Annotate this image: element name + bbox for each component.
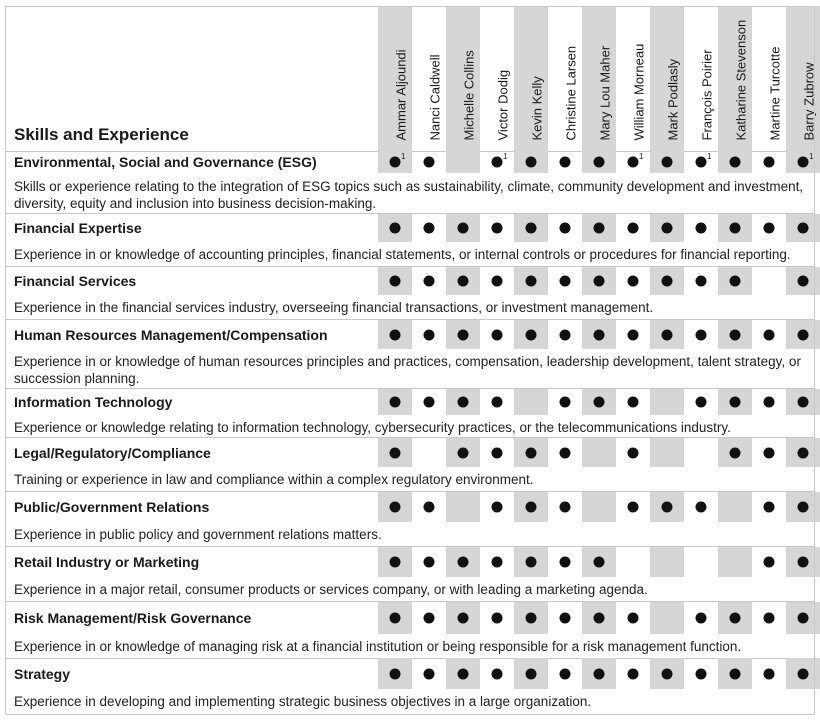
experience-dot <box>730 157 741 168</box>
experience-dot <box>594 329 605 340</box>
skill-cell <box>616 320 650 349</box>
experience-dot <box>526 502 537 513</box>
director-header <box>548 6 582 151</box>
experience-dot <box>424 223 435 234</box>
skill-cell <box>684 267 718 295</box>
experience-dot <box>798 557 809 568</box>
skill-description: Experience in public policy and government relations matters. <box>14 527 382 542</box>
skill-cell <box>786 214 820 242</box>
skill-cell <box>480 658 514 689</box>
experience-dot <box>424 157 435 168</box>
skill-cell <box>650 602 684 634</box>
experience-dot <box>526 613 537 624</box>
skill-cell <box>718 320 752 349</box>
experience-dot <box>798 613 809 624</box>
skill-cell <box>684 602 718 634</box>
skill-title: Environmental, Social and Governance (ESG) <box>14 154 317 170</box>
skill-cell <box>412 492 446 522</box>
skill-cell <box>446 492 480 522</box>
experience-dot <box>492 276 503 287</box>
director-name: Martine Turcotte <box>767 46 783 141</box>
skill-cell <box>752 214 786 242</box>
footnote-marker: 1 <box>503 152 508 161</box>
experience-dot <box>492 668 503 679</box>
experience-dot <box>594 668 605 679</box>
skill-cell <box>582 151 616 173</box>
experience-dot <box>526 223 537 234</box>
skill-cell <box>514 547 548 577</box>
experience-dot <box>390 502 401 513</box>
experience-dot <box>390 557 401 568</box>
skill-description: Experience in a major retail, consumer products or services company, or with leading a marketing agenda. <box>14 582 648 597</box>
skill-cell <box>480 320 514 349</box>
experience-dot <box>662 502 673 513</box>
experience-dot <box>458 447 469 458</box>
experience-dot <box>662 223 673 234</box>
skill-cell <box>548 389 582 415</box>
experience-dot <box>798 223 809 234</box>
experience-dot <box>492 157 503 168</box>
director-name: Kevin Kelly <box>529 76 545 141</box>
experience-dot <box>458 329 469 340</box>
experience-dot <box>458 557 469 568</box>
experience-dot <box>560 276 571 287</box>
skill-cell <box>582 547 616 577</box>
skill-cell <box>582 602 616 634</box>
skill-cell <box>548 438 582 467</box>
skill-cell <box>650 320 684 349</box>
skill-cell <box>446 602 480 634</box>
experience-dot <box>492 397 503 408</box>
skill-cell <box>548 214 582 242</box>
experience-dot <box>492 557 503 568</box>
skill-cell <box>616 214 650 242</box>
skill-cell <box>616 492 650 522</box>
skill-title: Legal/Regulatory/Compliance <box>14 444 211 461</box>
experience-dot <box>594 223 605 234</box>
skill-cell <box>650 658 684 689</box>
experience-dot <box>662 668 673 679</box>
skill-cell <box>582 214 616 242</box>
director-name: Mary Lou Maher <box>597 45 613 141</box>
skill-cell <box>786 438 820 467</box>
experience-dot <box>730 397 741 408</box>
experience-dot <box>492 502 503 513</box>
skill-cell <box>548 320 582 349</box>
skill-cell <box>718 214 752 242</box>
skill-cell <box>718 602 752 634</box>
skill-cell <box>514 267 548 295</box>
experience-dot <box>628 223 639 234</box>
skill-cell <box>446 438 480 467</box>
skill-cell <box>650 492 684 522</box>
experience-dot <box>730 668 741 679</box>
skill-description: Experience in or knowledge of accounting principles, financial statements, or internal controls or procedures for financial reporting. <box>14 247 791 262</box>
experience-dot <box>764 397 775 408</box>
skill-cell <box>752 602 786 634</box>
skill-cell <box>446 547 480 577</box>
skill-cell <box>412 438 446 467</box>
skill-cell <box>616 658 650 689</box>
director-name: Mark Podlasly <box>665 58 681 141</box>
skill-cell <box>718 389 752 415</box>
skill-cell <box>718 438 752 467</box>
skill-cell <box>752 547 786 577</box>
skill-cell <box>650 438 684 467</box>
skill-cell <box>514 492 548 522</box>
director-name: Barry Zubrow <box>801 62 817 141</box>
skill-cell <box>786 151 820 173</box>
experience-dot <box>696 613 707 624</box>
skill-cell <box>446 267 480 295</box>
skill-cell <box>378 658 412 689</box>
skill-cell <box>786 320 820 349</box>
skill-description: Experience in or knowledge of managing risk at a financial institution or being responsible for a risk management function. <box>14 639 742 654</box>
skill-cell <box>514 320 548 349</box>
skill-description: Experience or knowledge relating to information technology, cybersecurity practices, or the telecommunications industry. <box>14 420 731 435</box>
experience-dot <box>730 276 741 287</box>
director-header <box>650 6 684 151</box>
skill-cell <box>514 658 548 689</box>
skill-cell <box>718 492 752 522</box>
experience-dot <box>798 397 809 408</box>
director-header <box>378 6 412 151</box>
matrix-title: Skills and Experience <box>14 125 189 144</box>
skill-cell <box>752 492 786 522</box>
skill-cell <box>752 389 786 415</box>
skill-cell <box>446 214 480 242</box>
experience-dot <box>424 329 435 340</box>
director-name: William Morneau <box>631 43 647 141</box>
skill-cell <box>786 602 820 634</box>
skill-cell <box>650 547 684 577</box>
experience-dot <box>798 157 809 168</box>
skill-cell <box>752 267 786 295</box>
experience-dot <box>628 668 639 679</box>
experience-dot <box>594 276 605 287</box>
skill-cell <box>412 214 446 242</box>
skill-title: Retail Industry or Marketing <box>14 554 200 570</box>
skill-cell <box>786 547 820 577</box>
experience-dot <box>424 502 435 513</box>
experience-dot <box>628 502 639 513</box>
skill-cell <box>446 658 480 689</box>
skill-cell <box>378 267 412 295</box>
director-name: Katharine Stevenson <box>733 19 749 141</box>
director-name: Michelle Collins <box>461 50 477 141</box>
director-header <box>616 6 650 151</box>
director-name: Victor Dodig <box>495 69 511 141</box>
experience-dot <box>390 668 401 679</box>
skill-cell <box>548 547 582 577</box>
experience-dot <box>628 157 639 168</box>
experience-dot <box>560 397 571 408</box>
skill-cell <box>752 438 786 467</box>
skill-cell <box>548 151 582 173</box>
skill-cell <box>548 658 582 689</box>
experience-dot <box>730 329 741 340</box>
skill-cell <box>480 267 514 295</box>
experience-dot <box>696 397 707 408</box>
experience-dot <box>696 223 707 234</box>
skill-cell <box>684 389 718 415</box>
director-name: Ammar Aljoundi <box>393 49 409 141</box>
experience-dot <box>492 329 503 340</box>
skill-cell <box>718 547 752 577</box>
skill-cell <box>412 267 446 295</box>
skill-cell <box>378 320 412 349</box>
skill-title: Financial Services <box>14 273 137 289</box>
experience-dot <box>526 329 537 340</box>
skill-cell <box>582 267 616 295</box>
experience-dot <box>764 223 775 234</box>
director-name: Christine Larsen <box>563 45 579 141</box>
director-header <box>752 6 786 151</box>
experience-dot <box>696 329 707 340</box>
skill-title: Financial Expertise <box>14 220 142 236</box>
experience-dot <box>526 668 537 679</box>
skill-cell <box>514 214 548 242</box>
experience-dot <box>390 397 401 408</box>
footnote-marker: 1 <box>707 152 712 161</box>
director-header <box>514 6 548 151</box>
skill-cell <box>582 438 616 467</box>
experience-dot <box>594 397 605 408</box>
skill-cell <box>718 658 752 689</box>
skill-cell <box>514 389 548 415</box>
skill-cell <box>412 320 446 349</box>
experience-dot <box>764 157 775 168</box>
experience-dot <box>390 223 401 234</box>
experience-dot <box>390 157 401 168</box>
skill-cell <box>378 547 412 577</box>
skill-cell <box>616 389 650 415</box>
experience-dot <box>628 276 639 287</box>
skill-cell <box>752 320 786 349</box>
director-header <box>684 6 718 151</box>
skill-cell <box>650 389 684 415</box>
experience-dot <box>764 613 775 624</box>
experience-dot <box>492 223 503 234</box>
experience-dot <box>560 502 571 513</box>
experience-dot <box>390 447 401 458</box>
skill-cell <box>412 547 446 577</box>
skill-title: Strategy <box>14 665 71 682</box>
director-header <box>446 6 480 151</box>
skill-cell <box>684 658 718 689</box>
skill-cell <box>752 658 786 689</box>
director-name: Nanci Caldwell <box>427 54 443 141</box>
experience-dot <box>594 613 605 624</box>
skill-cell <box>548 602 582 634</box>
director-header <box>480 6 514 151</box>
director-header <box>582 6 616 151</box>
experience-dot <box>526 157 537 168</box>
skill-cell <box>616 602 650 634</box>
experience-dot <box>390 613 401 624</box>
experience-dot <box>628 447 639 458</box>
director-header <box>718 6 752 151</box>
experience-dot <box>764 557 775 568</box>
experience-dot <box>662 329 673 340</box>
skill-cell <box>684 547 718 577</box>
experience-dot <box>390 276 401 287</box>
skill-cell <box>446 320 480 349</box>
skill-description: Experience in developing and implementing strategic business objectives in a large organization. <box>14 694 592 709</box>
experience-dot <box>798 329 809 340</box>
experience-dot <box>458 668 469 679</box>
experience-dot <box>526 276 537 287</box>
experience-dot <box>764 668 775 679</box>
experience-dot <box>458 276 469 287</box>
skill-cell <box>514 438 548 467</box>
experience-dot <box>764 329 775 340</box>
skill-cell <box>582 658 616 689</box>
experience-dot <box>424 668 435 679</box>
skill-cell <box>480 151 514 173</box>
experience-dot <box>560 613 571 624</box>
skill-cell <box>480 438 514 467</box>
experience-dot <box>424 397 435 408</box>
experience-dot <box>424 557 435 568</box>
skill-cell <box>582 492 616 522</box>
experience-dot <box>458 223 469 234</box>
experience-dot <box>628 329 639 340</box>
experience-dot <box>628 397 639 408</box>
experience-dot <box>560 668 571 679</box>
skill-cell <box>786 658 820 689</box>
experience-dot <box>662 157 673 168</box>
skill-cell <box>684 438 718 467</box>
skill-cell <box>786 267 820 295</box>
experience-dot <box>798 276 809 287</box>
experience-dot <box>696 502 707 513</box>
skill-cell <box>378 492 412 522</box>
experience-dot <box>798 447 809 458</box>
skill-cell <box>480 492 514 522</box>
skill-cell <box>718 151 752 173</box>
skill-cell <box>480 389 514 415</box>
skill-cell <box>480 214 514 242</box>
experience-dot <box>560 223 571 234</box>
experience-dot <box>492 613 503 624</box>
skill-description: Experience in or knowledge of human resources principles and practices, compensation, leadership development, talent strategy, or succession planning. <box>14 354 801 386</box>
skill-cell <box>514 602 548 634</box>
skill-cell <box>582 389 616 415</box>
experience-dot <box>662 276 673 287</box>
experience-dot <box>424 613 435 624</box>
experience-dot <box>696 157 707 168</box>
experience-dot <box>730 223 741 234</box>
skill-cell <box>548 492 582 522</box>
skill-description: Skills or experience relating to the integration of ESG topics such as sustainability, climate, community development and investment, diversity, equity and inclusion into business decision-making. <box>14 179 804 211</box>
experience-dot <box>390 329 401 340</box>
experience-dot <box>594 157 605 168</box>
skill-cell <box>446 389 480 415</box>
footnote-marker: 1 <box>809 152 814 161</box>
skill-title: Risk Management/Risk Governance <box>14 610 252 626</box>
skill-title: Public/Government Relations <box>14 499 210 515</box>
skill-title: Information Technology <box>14 394 173 410</box>
experience-dot <box>628 613 639 624</box>
skill-cell <box>786 389 820 415</box>
skill-cell <box>480 547 514 577</box>
skill-cell <box>480 602 514 634</box>
skill-cell <box>752 151 786 173</box>
skill-cell <box>378 389 412 415</box>
experience-dot <box>696 276 707 287</box>
experience-dot <box>560 157 571 168</box>
experience-dot <box>798 668 809 679</box>
skill-cell <box>684 151 718 173</box>
experience-dot <box>730 613 741 624</box>
skill-cell <box>378 214 412 242</box>
experience-dot <box>424 276 435 287</box>
experience-dot <box>560 329 571 340</box>
skill-description: Experience in the financial services industry, overseeing financial transactions, or investment management. <box>14 300 654 315</box>
footnote-marker: 1 <box>639 152 644 161</box>
experience-dot <box>458 613 469 624</box>
director-name: François Poirier <box>699 49 715 141</box>
experience-dot <box>696 668 707 679</box>
skill-cell <box>616 438 650 467</box>
experience-dot <box>764 502 775 513</box>
skill-cell <box>684 320 718 349</box>
skill-title: Human Resources Management/Compensation <box>14 326 328 343</box>
skill-cell <box>684 214 718 242</box>
experience-dot <box>560 447 571 458</box>
skill-cell <box>650 214 684 242</box>
skill-description: Training or experience in law and compliance within a complex regulatory environment. <box>14 472 534 487</box>
experience-dot <box>492 447 503 458</box>
skill-cell <box>412 151 446 173</box>
experience-dot <box>798 502 809 513</box>
skill-cell <box>412 389 446 415</box>
skill-cell <box>650 151 684 173</box>
skill-cell <box>616 547 650 577</box>
skill-cell <box>786 492 820 522</box>
skill-cell <box>718 267 752 295</box>
experience-dot <box>526 447 537 458</box>
experience-dot <box>458 397 469 408</box>
skill-cell <box>412 658 446 689</box>
skill-cell <box>650 267 684 295</box>
experience-dot <box>594 557 605 568</box>
skill-cell <box>684 492 718 522</box>
skill-cell <box>378 602 412 634</box>
skill-cell <box>378 151 412 173</box>
experience-dot <box>730 447 741 458</box>
skill-cell <box>446 151 480 173</box>
skill-cell <box>378 438 412 467</box>
experience-dot <box>764 447 775 458</box>
skill-cell <box>582 320 616 349</box>
skill-cell <box>616 151 650 173</box>
director-header <box>786 6 820 151</box>
skill-cell <box>548 267 582 295</box>
skill-cell <box>616 267 650 295</box>
skill-cell <box>412 602 446 634</box>
experience-dot <box>526 557 537 568</box>
skill-cell <box>514 151 548 173</box>
experience-dot <box>560 557 571 568</box>
footnote-marker: 1 <box>401 152 406 161</box>
director-header <box>412 6 446 151</box>
